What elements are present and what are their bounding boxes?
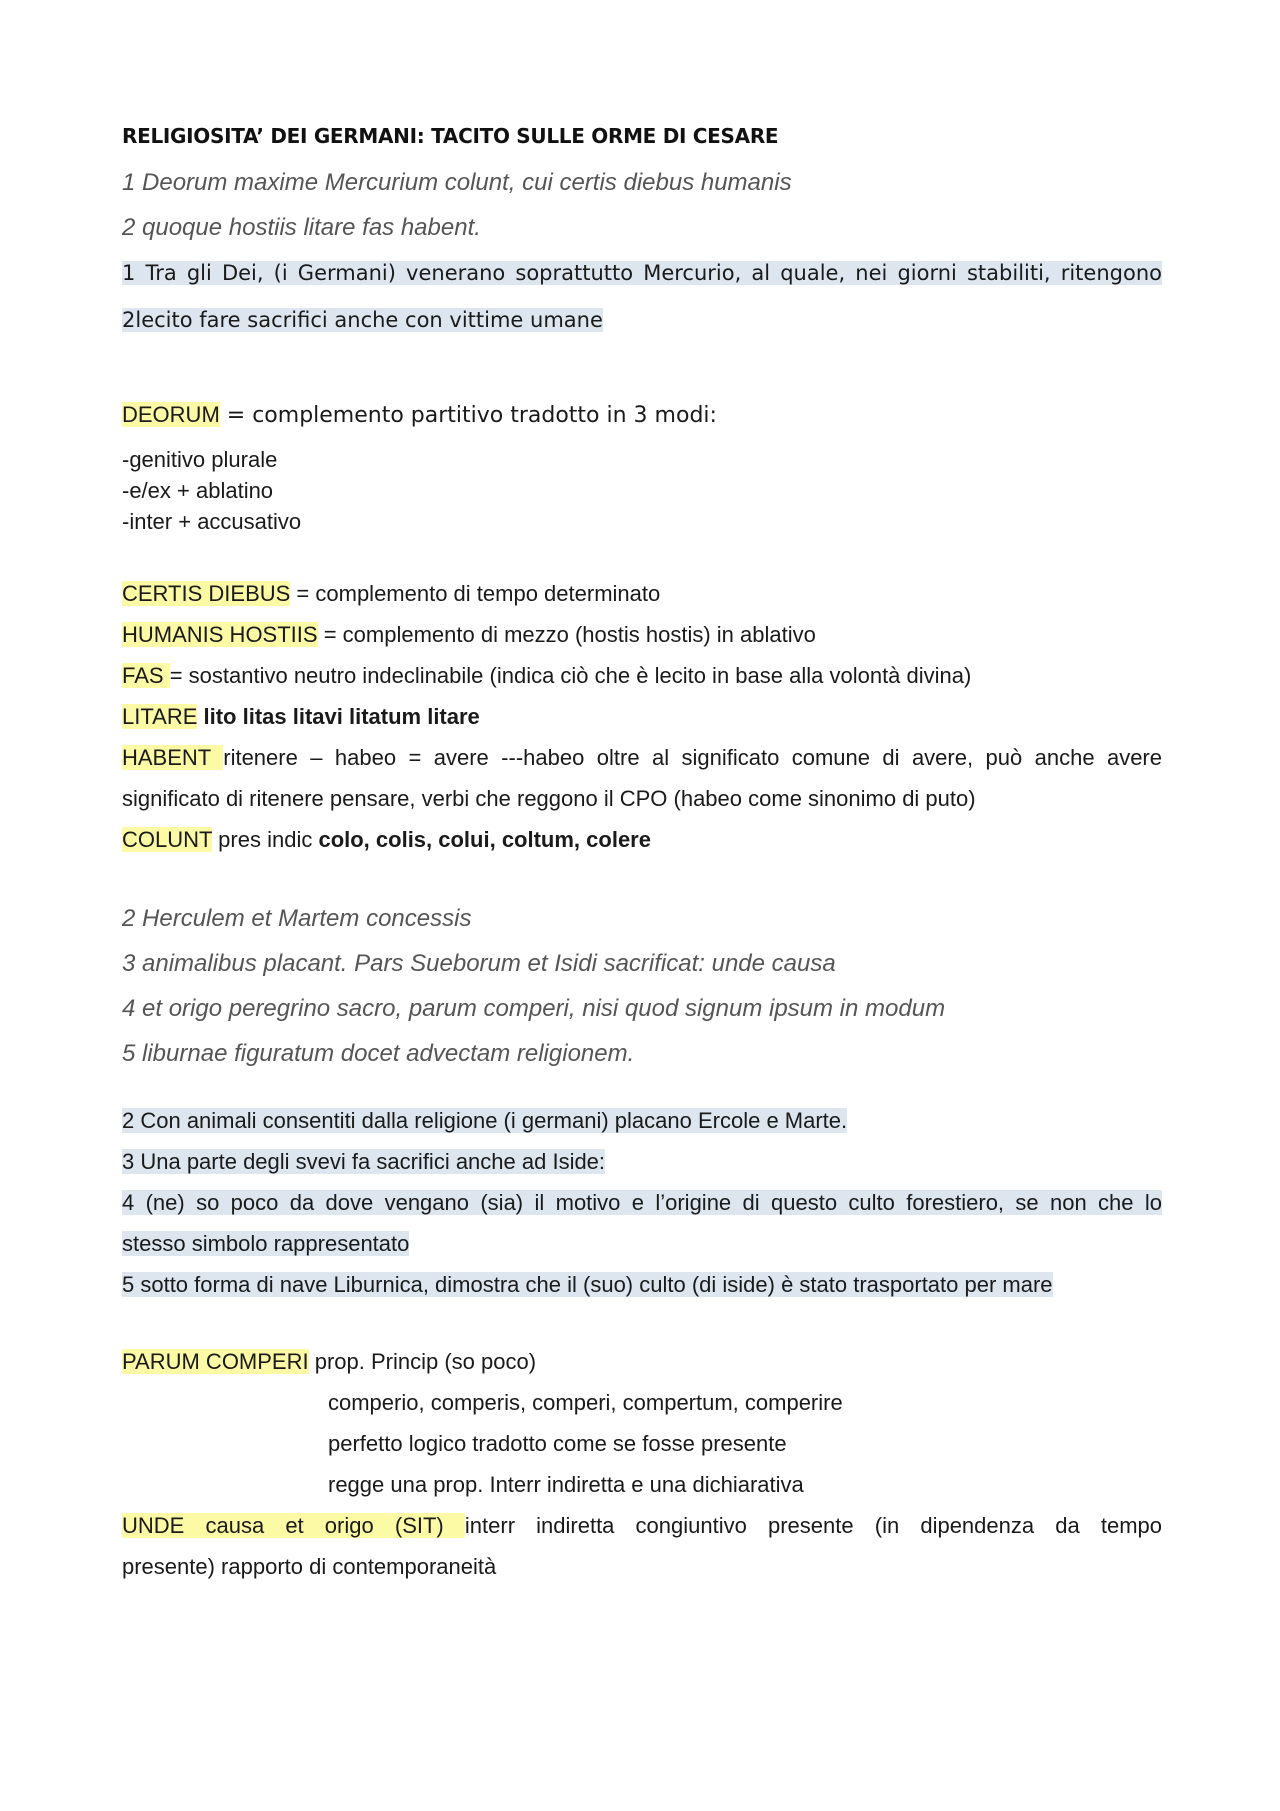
note-text: = sostantivo neutro indeclinabile (indica ciò che è lecito in base alla volontà divina): [169, 663, 972, 688]
highlighted-term: UNDE causa et origo (SIT): [122, 1513, 465, 1538]
highlighted-text: 5 sotto forma di nave Liburnica, dimostra che il (suo) culto (di iside) è stato trasportato per mare: [122, 1272, 1053, 1297]
note-text: interr indiretta congiuntivo presente (in dipendenza da tempo: [464, 1513, 1162, 1538]
note-text: prop. Princip (so poco): [308, 1349, 537, 1374]
note-certis-diebus: [122, 573, 1162, 614]
note-text: = complemento partitivo tradotto in 3 modi:: [219, 403, 717, 428]
latin-line: 2 quoque hostiis litare fas habent.: [122, 214, 481, 241]
highlighted-text: 2lecito fare sacrifici anche con vittime umane: [122, 308, 603, 332]
page-title: RELIGIOSITA’ DEI GERMANI: TACITO SULLE ORME DI CESARE: [122, 124, 779, 148]
note-indented-line: perfetto logico tradotto come se fosse presente: [328, 1431, 787, 1456]
note-parum-comperi: [122, 1341, 1162, 1382]
note-text: ritenere – habeo = avere ---habeo oltre al significato comune di avere, può anche avere: [223, 745, 1162, 770]
translation-line: [122, 1223, 1162, 1264]
highlighted-term: PARUM COMPERI: [122, 1349, 309, 1374]
highlighted-term: HABENT: [122, 745, 224, 770]
note-humanis-hostiis: [122, 614, 1162, 655]
highlighted-text: 3 Una parte degli svevi fa sacrifici anche ad Iside:: [122, 1149, 606, 1174]
note-text: lito litas litavi litatum litare: [197, 704, 480, 729]
translation-line: [122, 1100, 1162, 1141]
latin-line: 4 et origo peregrino sacro, parum comperi, nisi quod signum ipsum in modum: [122, 995, 946, 1022]
translation-line: [122, 250, 1162, 297]
highlighted-term: LITARE: [122, 704, 198, 729]
note-litare: [122, 696, 1162, 737]
highlighted-term: COLUNT: [122, 827, 213, 852]
latin-line: 2 Herculem et Martem concessis: [122, 905, 472, 932]
translation-line: [122, 1264, 1162, 1305]
document-body: [122, 124, 1162, 1587]
highlighted-text: stesso simbolo rappresentato: [122, 1231, 410, 1256]
list-item: -genitivo plurale: [122, 447, 278, 472]
list-item: -e/ex + ablatino: [122, 478, 274, 503]
highlighted-term: CERTIS DIEBUS: [122, 581, 291, 606]
note-habent: [122, 737, 1162, 778]
highlighted-term: DEORUM: [122, 402, 220, 427]
note-fas: [122, 655, 1162, 696]
note-text-bold: colo, colis, colui, coltum, colere: [318, 827, 651, 852]
note-indented-line: regge una prop. Interr indiretta e una dichiarativa: [328, 1472, 804, 1497]
highlighted-text: 1 Tra gli Dei, (i Germani) venerano soprattutto Mercurio, al quale, nei giorni stabiliti, ritengono: [122, 261, 1162, 285]
note-deorum: [122, 394, 1162, 436]
list-item: -inter + accusativo: [122, 509, 302, 534]
latin-line: 3 animalibus placant. Pars Sueborum et Isidi sacrificat: unde causa: [122, 950, 836, 977]
translation-line: [122, 1141, 1162, 1182]
highlighted-text: 2 Con animali consentiti dalla religione (i germani) placano Ercole e Marte.: [122, 1108, 848, 1133]
highlighted-term: FAS: [122, 663, 170, 688]
highlighted-term: HUMANIS HOSTIIS: [122, 622, 318, 647]
note-unde: [122, 1505, 1162, 1546]
latin-line: 5 liburnae figuratum docet advectam religionem.: [122, 1040, 635, 1067]
note-unde-cont: presente) rapporto di contemporaneità: [122, 1554, 497, 1579]
latin-line: 1 Deorum maxime Mercurium colunt, cui certis diebus humanis: [122, 169, 792, 196]
note-text: pres indic: [212, 827, 319, 852]
note-indented-line: comperio, comperis, comperi, compertum, comperire: [328, 1390, 843, 1415]
translation-line: [122, 297, 1162, 344]
translation-line: [122, 1182, 1162, 1223]
note-colunt: [122, 819, 1162, 860]
note-habent-cont: significato di ritenere pensare, verbi che reggono il CPO (habeo come sinonimo di puto): [122, 786, 976, 811]
highlighted-text: 4 (ne) so poco da dove vengano (sia) il motivo e l’origine di questo culto forestiero, se non che lo: [122, 1190, 1162, 1215]
note-text: = complemento di mezzo (hostis hostis) in ablativo: [317, 622, 816, 647]
note-text: = complemento di tempo determinato: [290, 581, 661, 606]
